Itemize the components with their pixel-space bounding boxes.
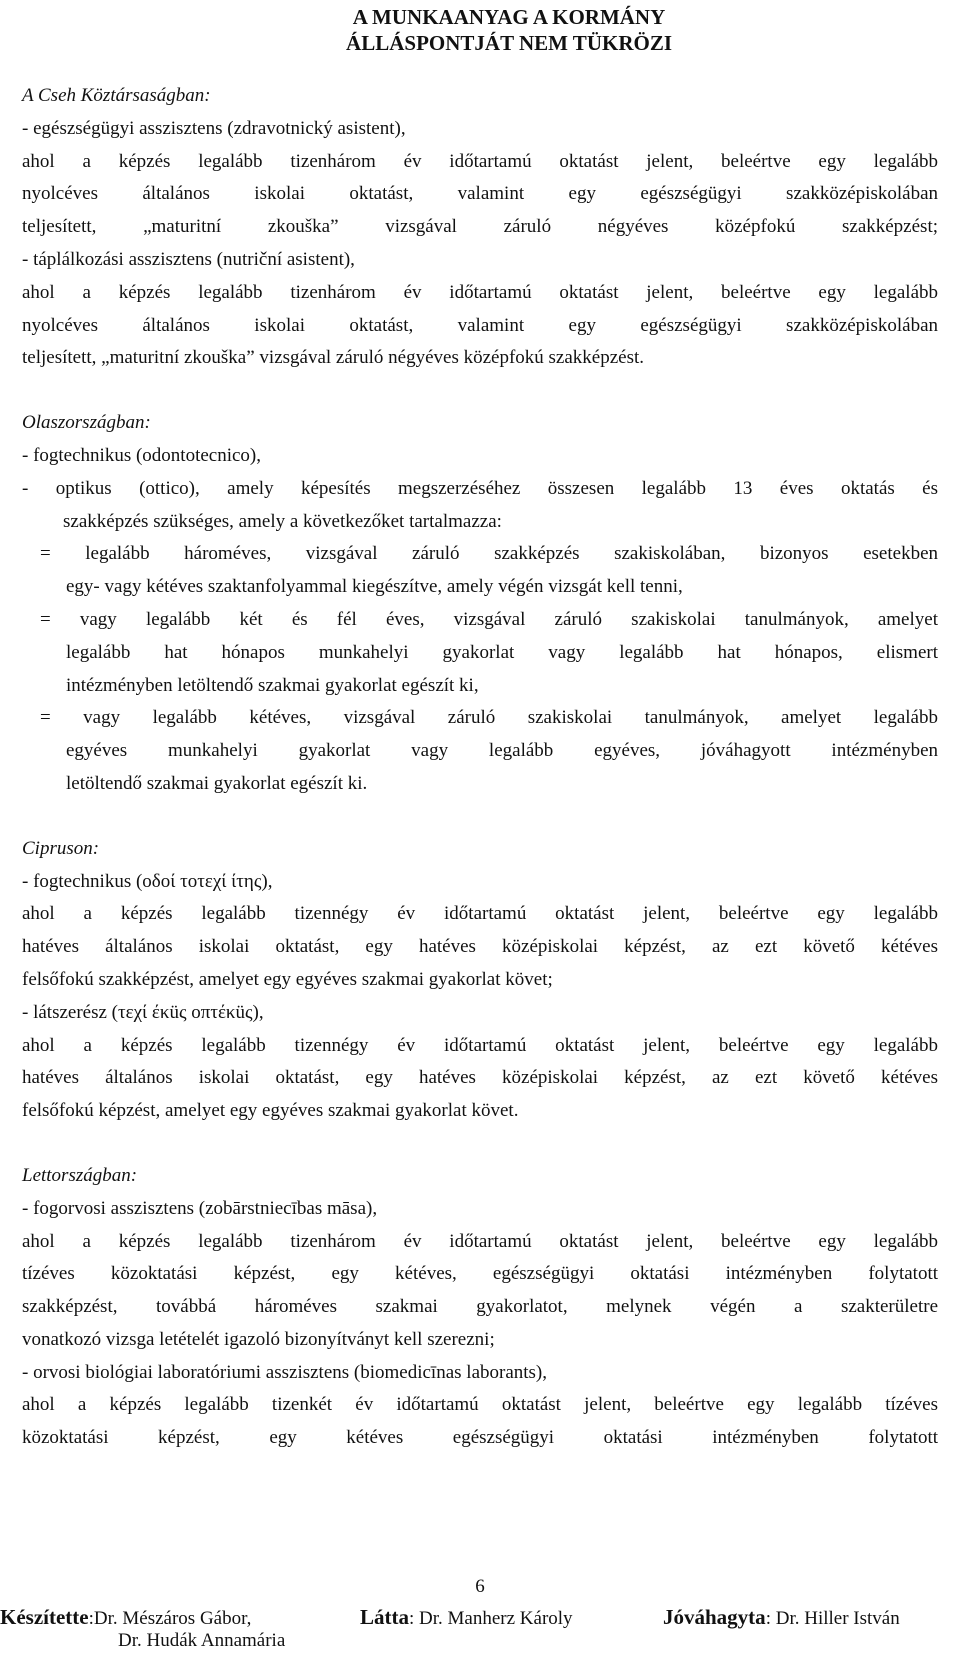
paragraph-line: ahol a képzés legalább tizenkét év időtartamú oktatást jelent, beleértve egy legalább tízéves: [22, 1394, 938, 1416]
paragraph-line: ahol a képzés legalább tizenhárom év időtartamú oktatást jelent, beleértve egy legalább: [22, 150, 938, 172]
paragraph-line: hatéves általános iskolai oktatást, egy hatéves középiskolai képzést, az ezt követő kétéves: [22, 936, 938, 958]
prepared-by: [0, 1605, 251, 1631]
paragraph-line: teljesített, „maturitní zkouška” vizsgával záruló négyéves középfokú szakképzést;: [22, 216, 938, 238]
reviewed-by-value: : Dr. Manherz Károly: [409, 1608, 573, 1629]
sub-list-item: = legalább hároméves, vizsgával záruló szakképzés szakiskolában, bizonyos esetekben: [40, 543, 938, 565]
prepared-by-second: Dr. Hudák Annamária: [118, 1630, 286, 1651]
paragraph-line: egyéves munkahelyi gyakorlat vagy legalább egyéves, jóváhagyott intézményben: [66, 740, 938, 762]
paragraph-line: ahol a képzés legalább tizennégy év időtartamú oktatást jelent, beleértve egy legalább: [22, 1034, 938, 1056]
list-item: - fogtechnikus (οδοί τοτεχί ίτης),: [22, 870, 273, 892]
header-line-1: A MUNKAANYAG A KORMÁNY: [352, 5, 666, 29]
page-number: 6: [475, 1576, 485, 1597]
reviewed-by-label: Látta: [360, 1605, 409, 1629]
paragraph-line: nyolcéves általános iskolai oktatást, valamint egy egészségügyi szakközépiskolában: [22, 183, 938, 205]
section-heading-czech: A Cseh Köztársaságban:: [22, 85, 211, 106]
document-body: [22, 80, 938, 1455]
list-item: - fogorvosi asszisztens (zobārstniecības māsa),: [22, 1197, 378, 1219]
paragraph-line: szakképzést, továbbá hároméves szakmai gyakorlatot, melynek végén a szakterületre: [22, 1296, 938, 1318]
paragraph-line: letöltendő szakmai gyakorlat egészít ki.: [66, 772, 368, 794]
prepared-by-value: :Dr. Mészáros Gábor,: [88, 1608, 252, 1629]
paragraph-line: ahol a képzés legalább tizenhárom év időtartamú oktatást jelent, beleértve egy legalább: [22, 281, 938, 303]
paragraph-line: intézményben letöltendő szakmai gyakorlat egészít ki,: [66, 674, 479, 696]
header-line-2: ÁLLÁSPONTJÁT NEM TÜKRÖZI: [346, 31, 672, 55]
approved-by: [663, 1605, 900, 1631]
paragraph-line: ahol a képzés legalább tizennégy év időtartamú oktatást jelent, beleértve egy legalább: [22, 903, 938, 925]
sub-list-item: = vagy legalább kétéves, vizsgával záruló szakiskolai tanulmányok, amelyet legalább: [40, 707, 938, 729]
draft-disclaimer-header: [346, 4, 672, 56]
paragraph-line: teljesített, „maturitní zkouška” vizsgával záruló négyéves középfokú szakképzést.: [22, 347, 645, 369]
paragraph-line: tízéves közoktatási képzést, egy kétéves, egészségügyi oktatási intézményben folytatott: [22, 1263, 938, 1285]
paragraph-line: ahol a képzés legalább tizenhárom év időtartamú oktatást jelent, beleértve egy legalább: [22, 1230, 938, 1252]
paragraph-line: vonatkozó vizsga letételét igazoló bizonyítványt kell szerezni;: [22, 1328, 495, 1350]
approved-by-label: Jóváhagyta: [663, 1605, 766, 1629]
paragraph-line: egy- vagy kétéves szaktanfolyammal kiegészítve, amely végén vizsgát kell tenni,: [66, 576, 683, 598]
approved-by-value: : Dr. Hiller István: [765, 1608, 900, 1629]
sub-list-item: = vagy legalább két és fél éves, vizsgával záruló szakiskolai tanulmányok, amelyet: [40, 608, 938, 630]
list-item: - táplálkozási asszisztens (nutriční asistent),: [22, 248, 355, 270]
paragraph-line: felsőfokú képzést, amelyet egy egyéves szakmai gyakorlat követ.: [22, 1100, 519, 1122]
paragraph-line: felsőfokú szakképzést, amelyet egy egyéves szakmai gyakorlat követ;: [22, 968, 553, 990]
prepared-by-label: Készítette: [0, 1605, 89, 1629]
list-item: - egészségügyi asszisztens (zdravotnický asistent),: [22, 117, 406, 139]
section-heading-latvia: Lettországban:: [22, 1164, 138, 1186]
list-item: - optikus (ottico), amely képesítés megszerzéséhez összesen legalább 13 éves oktatás és: [22, 477, 938, 499]
list-item: - fogtechnikus (odontotecnico),: [22, 444, 262, 466]
paragraph-line: közoktatási képzést, egy kétéves egészségügyi oktatási intézményben folytatott: [22, 1427, 938, 1449]
paragraph-line: legalább hat hónapos munkahelyi gyakorlat vagy legalább hat hónapos, elismert: [66, 641, 938, 663]
reviewed-by: [360, 1605, 573, 1631]
paragraph-line: szakképzés szükséges, amely a következőket tartalmazza:: [63, 510, 502, 532]
list-item: - orvosi biológiai laboratóriumi asszisztens (biomedicīnas laborants),: [22, 1361, 548, 1383]
list-item: - látszerész (τεχί έκüς οπτέκüς),: [22, 1001, 264, 1023]
section-heading-italy: Olaszországban:: [22, 412, 151, 434]
section-heading-cyprus: Cipruson:: [22, 837, 100, 859]
paragraph-line: nyolcéves általános iskolai oktatást, valamint egy egészségügyi szakközépiskolában: [22, 314, 938, 336]
paragraph-line: hatéves általános iskolai oktatást, egy hatéves középiskolai képzést, az ezt követő kétéves: [22, 1067, 938, 1089]
